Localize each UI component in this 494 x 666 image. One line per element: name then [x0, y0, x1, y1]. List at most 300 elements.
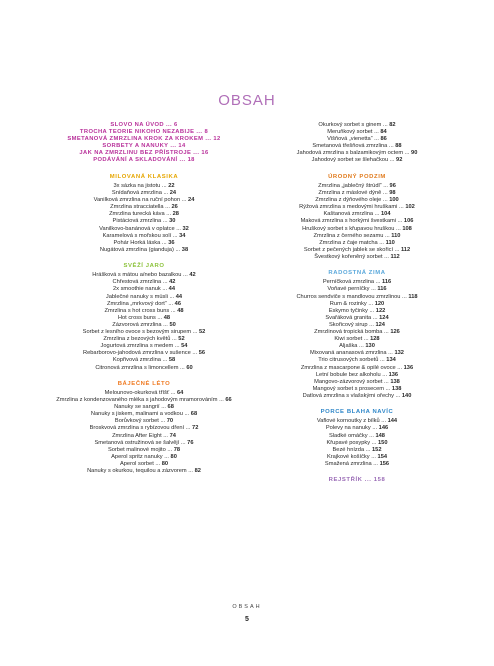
toc-entry [40, 454, 248, 461]
toc-entry [262, 197, 452, 204]
toc-entry-leader: ... [164, 211, 173, 218]
running-footer: OBSAH [232, 604, 262, 610]
toc-entry-title: Smetanová ostružinová se šalvějí [94, 439, 180, 446]
toc-entry-leader: ... [161, 190, 170, 197]
toc-entry-page: 96 [389, 182, 396, 189]
section-podzim [262, 174, 452, 261]
toc-entry [40, 218, 248, 225]
toc-entry-page: 112 [390, 253, 400, 260]
toc-entry-title: Zmrzlina stracciatella [110, 204, 164, 211]
toc-entry-title: Zmrzlina z čaje matcha [319, 239, 378, 246]
toc-entry-page: 52 [199, 329, 206, 336]
toc-entry-leader: ... [153, 460, 162, 467]
toc-entry [262, 233, 452, 240]
toc-entry-title: Perníčková zmrzlina [322, 279, 375, 286]
toc-entry-title: Zmrzlinová tropická bomba [314, 329, 383, 336]
section-rejstrik [262, 477, 452, 484]
toc-entry-page: 32 [182, 225, 189, 232]
toc-entry-title: Churros sendviče s mandlovou zmrzlinou [296, 293, 401, 300]
toc-entry-title: Hrášková s mátou a/nebo bazalkou [92, 272, 182, 279]
toc-entry-title: Voňavé perníčky [327, 286, 370, 293]
toc-entry-page: 22 [168, 182, 175, 189]
toc-entry-title: Mangovo-zázvorový sorbet [314, 378, 383, 385]
toc-entry-leader: ... [161, 279, 170, 286]
toc-entry-title: Mixovaná ananasová zmrzlina [310, 350, 387, 357]
toc-entry [262, 425, 452, 432]
toc-entry [40, 397, 248, 404]
section-heading-klasika: MILOVANÁ KLASIKA [109, 173, 179, 180]
toc-entry-leader: ... [179, 439, 188, 446]
toc-entry-title: Krajkové košíčky [326, 453, 370, 460]
toc-entry-leader: ... [180, 197, 189, 204]
toc-entry-page: 140 [401, 392, 412, 399]
toc-entry [40, 440, 248, 447]
toc-entry-title: Vanilková zmrzlina na ruční pohon [93, 197, 181, 204]
list-leto-continued [262, 122, 452, 165]
toc-entry-leader: ... [395, 364, 404, 371]
toc-entry [262, 204, 452, 211]
section-zima [262, 270, 452, 400]
toc-entry-page: 122 [375, 307, 386, 314]
toc-entry-page: 102 [405, 204, 415, 211]
toc-entry-leader: ... [174, 225, 183, 232]
toc-entry-title: Jahodový sorbet se šlehačkou [311, 157, 389, 164]
toc-entry [262, 461, 452, 468]
toc-entry-title: Zmrzlina „jablečný štrúdl“ [318, 182, 382, 189]
toc-entry-page: 132 [394, 350, 404, 357]
toc-entry [40, 390, 248, 397]
toc-entry-title: Zmrzlina z bezových květů [103, 336, 171, 343]
toc-entry-page: 80 [170, 453, 177, 460]
toc-entry-page: 48 [163, 314, 171, 321]
toc-entry-title: Křupavé posypky [326, 439, 371, 446]
toc-entry [262, 418, 452, 425]
toc-entry-leader: ... [177, 157, 188, 164]
toc-entry-page: 66 [225, 397, 232, 404]
toc-entry-page: 116 [377, 286, 387, 293]
toc-entry [40, 294, 248, 301]
list-leto [40, 390, 248, 475]
toc-entry-page: 82 [194, 468, 201, 475]
toc-entry-page: 136 [403, 364, 414, 371]
section-leto-continued [262, 122, 452, 165]
toc-entry-page: 80 [161, 460, 169, 467]
toc-entry [262, 254, 452, 261]
toc-entry-title: Rum & rozinky [329, 300, 367, 307]
toc-entry-page: 146 [378, 425, 389, 432]
toc-entry-leader: ... [374, 279, 382, 286]
toc-entry-leader: ... [372, 129, 381, 136]
toc-right-column [262, 122, 452, 493]
toc-entry-page: 18 [187, 157, 195, 164]
toc-entry-leader: ... [167, 293, 176, 300]
toc-entry-page: 70 [166, 418, 174, 425]
toc-entry-title: Nugátová zmrzlina (gianduja) [99, 246, 174, 253]
toc-entry-leader: ... [371, 460, 380, 467]
toc-entry-leader: ... [186, 468, 195, 475]
toc-entry [262, 433, 452, 440]
toc-entry-page: 84 [380, 129, 387, 136]
toc-entry-page: 148 [375, 432, 385, 439]
toc-entry [262, 136, 452, 143]
toc-entry [40, 197, 248, 204]
toc-entry-title: Sorbet z pečených jablek se skořicí [303, 246, 394, 253]
toc-entry-title: Okurkový sorbet s ginem [318, 122, 382, 128]
toc-entry-title: Sladké omáčky [329, 432, 368, 439]
toc-entry [262, 190, 452, 197]
toc-entry-title: Karamelová s mořskou solí [102, 232, 172, 239]
toc-entry-page: 38 [181, 246, 189, 253]
toc-entry-page: 104 [381, 211, 391, 218]
toc-entry-title: Chřestová zmrzlina [112, 279, 162, 286]
toc-entry-page: 64 [177, 389, 184, 396]
toc-entry-page: 92 [396, 157, 403, 164]
toc-entry-page: 12 [213, 136, 221, 143]
toc-entry-page: 98 [389, 190, 396, 197]
toc-entry [262, 447, 452, 454]
toc-entry-page: 110 [391, 232, 401, 239]
toc-entry [40, 190, 248, 197]
toc-entry-page: 130 [365, 343, 375, 350]
toc-entry-leader: ... [388, 157, 397, 164]
toc-entry [40, 157, 248, 164]
rejstrik-leader: ... [362, 477, 374, 484]
toc-entry-leader: ... [161, 321, 170, 328]
toc-entry-page: 8 [204, 129, 209, 136]
toc-entry-page: 90 [411, 150, 418, 157]
toc-entry-page: 106 [403, 218, 414, 225]
toc-entry-title: Zmrzlina z dýňového oleje [315, 197, 382, 204]
toc-entry-page: 116 [381, 279, 392, 286]
toc-entry [40, 272, 248, 279]
toc-entry-page: 44 [175, 293, 183, 300]
toc-entry-page: 110 [385, 239, 395, 246]
toc-entry-page: 138 [391, 385, 402, 392]
toc-entry-leader: ... [381, 190, 390, 197]
toc-entry-leader: ... [394, 225, 403, 232]
toc-entry-leader: ... [367, 432, 376, 439]
toc-entry-leader: ... [181, 272, 190, 279]
toc-entry [262, 122, 452, 129]
toc-entry-leader: ... [387, 143, 396, 150]
toc-entry-title: Datlová zmrzlina s vlašskými ořechy [302, 392, 394, 399]
section-jaro [40, 263, 248, 372]
toc-entry [40, 365, 248, 372]
list-jaro [40, 272, 248, 371]
toc-entry-leader: ... [370, 425, 379, 432]
toc-entry-leader: ... [372, 136, 381, 143]
toc-entry [40, 308, 248, 315]
toc-entry [40, 322, 248, 329]
toc-entry-leader: ... [203, 136, 214, 143]
section-heading-navic: PORCE BLAHA NAVÍC [320, 408, 394, 415]
toc-entry [40, 404, 248, 411]
toc-entry-title: Sorbet malinové mojito [107, 446, 166, 453]
toc-entry-title: Maková zmrzlina s horkými švestkami [300, 218, 397, 225]
toc-entry-title: Zmrzlina turecká káva [109, 211, 165, 218]
toc-entry-leader: ... [171, 232, 180, 239]
toc-entry-leader: ... [367, 307, 376, 314]
toc-entry [40, 122, 248, 129]
toc-entry [262, 211, 452, 218]
intro-section [40, 122, 248, 165]
toc-entry-leader: ... [168, 143, 179, 150]
toc-entry-page: 50 [169, 321, 176, 328]
toc-entry [40, 204, 248, 211]
toc-entry-leader: ... [369, 286, 378, 293]
toc-entry-leader: ... [160, 182, 169, 189]
toc-entry-title: 2x smoothie nanuk [113, 286, 161, 293]
toc-entry-leader: ... [400, 293, 409, 300]
toc-entry-page: 48 [177, 307, 184, 314]
toc-entry-page: 124 [375, 321, 385, 328]
toc-entry [40, 425, 248, 432]
toc-entry-title: Smažená zmrzlina [324, 460, 372, 467]
toc-entry-title: Snídaňová zmrzlina [111, 190, 162, 197]
toc-entry [262, 386, 452, 393]
toc-entry [40, 343, 248, 350]
toc-entry-title: Zmrzlina z mascarpone & opilé ovoce [300, 364, 396, 371]
toc-entry-leader: ... [384, 385, 392, 392]
toc-entry-page: 152 [372, 446, 382, 453]
toc-entry-title: Sorbet z lesního ovoce s bezovým sirupem [82, 329, 192, 336]
toc-entry-title: Kaštanová zmrzlina [323, 211, 374, 218]
toc-entry-leader: ... [396, 218, 404, 225]
toc-entry-leader: ... [364, 446, 373, 453]
toc-entry-title: Smetanová třešňová zmrzlina [312, 143, 388, 150]
toc-entry-title: Zázvorová zmrzlina [112, 321, 162, 328]
page-title: OBSAH [218, 92, 276, 109]
toc-entry [40, 247, 248, 254]
toc-entry-title: Trio citrusových sorbetů [318, 357, 379, 364]
toc-entry-page: 154 [377, 453, 388, 460]
toc-entry-page: 58 [168, 357, 176, 364]
toc-entry [262, 218, 452, 225]
toc-entry-leader: ... [357, 343, 366, 350]
toc-entry-leader: ... [173, 343, 182, 350]
toc-entry-leader: ... [161, 432, 170, 439]
page-number: 5 [245, 616, 249, 623]
toc-entry-leader: ... [160, 357, 169, 364]
toc-entry [262, 129, 452, 136]
toc-entry-leader: ... [190, 350, 199, 357]
toc-entry [262, 336, 452, 343]
toc-entry-leader: ... [191, 150, 202, 157]
toc-entry-leader: ... [159, 404, 168, 411]
toc-entry-title: Polevy na nanuky [325, 425, 371, 432]
toc-entry-page: 68 [167, 404, 174, 411]
toc-entry-page: 60 [186, 364, 193, 371]
toc-entry-title: PODÁVÁNÍ A SKLADOVÁNÍ [93, 157, 178, 164]
toc-entry [262, 322, 452, 329]
toc-entry [262, 343, 452, 350]
toc-entry-title: Zmrzlina z kondenzovaného mléka s jahodovým mramorováním [56, 397, 218, 404]
toc-entry-page: 36 [168, 239, 175, 246]
toc-entry [262, 286, 452, 293]
toc-entry [262, 294, 452, 301]
toc-entry-leader: ... [160, 239, 169, 246]
toc-entry-page: 14 [178, 143, 186, 150]
rejstrik-label: REJSTŘÍK [328, 477, 363, 484]
toc-entry [262, 308, 452, 315]
toc-entry [262, 379, 452, 386]
toc-entry-page: 150 [378, 439, 388, 446]
toc-entry-page: 52 [178, 336, 185, 343]
toc-entry-leader: ... [362, 336, 371, 343]
toc-entry-leader: ... [169, 307, 178, 314]
toc-entry-title: Zmrzlina After Eight [112, 432, 162, 439]
toc-entry-leader: ... [163, 204, 172, 211]
toc-entry-title: Aperol spritz nanuky [111, 453, 163, 460]
toc-entry-page: 134 [386, 357, 396, 364]
toc-entry-title: 3x sázka na jistotu [113, 182, 161, 189]
toc-entry-page: 82 [389, 122, 396, 128]
toc-entry-leader: ... [373, 211, 382, 218]
toc-entry [262, 240, 452, 247]
toc-entry-title: Hot cross buns [117, 314, 156, 321]
toc-entry-title: Citronová zmrzlina s limoncellem [95, 364, 179, 371]
toc-entry-page: 156 [379, 460, 390, 467]
toc-entry-leader: ... [191, 329, 199, 336]
toc-entry-title: Vanilkovo-banánová v oplatce [99, 225, 175, 232]
toc-entry-leader: ... [370, 439, 379, 446]
toc-entry-title: Rýžová zmrzlina s medovými hruškami [299, 204, 398, 211]
toc-entry-leader: ... [382, 378, 391, 385]
toc-entry-page: 30 [169, 218, 176, 225]
toc-entry-page: 88 [395, 143, 402, 150]
list-navic [262, 418, 452, 468]
toc-entry-title: Melounovo-okurková tříšť [104, 389, 170, 396]
toc-entry-title: Mangový sorbet s prosecem [312, 385, 385, 392]
toc-entry [40, 226, 248, 233]
toc-entry-page: 42 [169, 279, 176, 286]
toc-entry [40, 468, 248, 475]
toc-entry-title: Meruňkový sorbet [327, 129, 373, 136]
toc-entry-leader: ... [383, 232, 392, 239]
toc-entry [40, 240, 248, 247]
toc-entry [40, 418, 248, 425]
toc-entry [40, 315, 248, 322]
toc-entry-leader: ... [165, 446, 174, 453]
toc-entry-page: 86 [380, 136, 387, 143]
toc-entry [40, 279, 248, 286]
toc-entry-page: 44 [168, 286, 175, 293]
toc-entry [40, 233, 248, 240]
toc-entry [262, 226, 452, 233]
toc-entry-leader: ... [163, 122, 175, 128]
toc-entry-leader: ... [169, 389, 177, 396]
toc-entry-page: 54 [181, 343, 188, 350]
toc-entry-title: Eskymo tyčinky [328, 307, 368, 314]
toc-entry [262, 143, 452, 150]
toc-entry-page: 126 [390, 329, 400, 336]
toc-entry-page: 42 [189, 272, 196, 279]
toc-entry-page: 76 [187, 439, 194, 446]
toc-entry [40, 350, 248, 357]
toc-entry [40, 461, 248, 468]
toc-entry [262, 365, 452, 372]
toc-entry [40, 136, 248, 143]
toc-entry-page: 108 [402, 225, 412, 232]
toc-entry-title: Pohár Horká láska [113, 239, 161, 246]
toc-entry-title: Aperol sorbet [119, 460, 154, 467]
toc-entry [262, 150, 452, 157]
toc-entry-title: Svařáková granita [325, 314, 372, 321]
toc-entry-title: Kiwi sorbet [334, 336, 363, 343]
toc-entry-title: Zmrzlina s hot cross buns [104, 307, 170, 314]
toc-entry [262, 357, 452, 364]
toc-entry-title: Vaflové kornoutky z bílků [316, 418, 380, 425]
toc-entry-leader: ... [367, 321, 376, 328]
toc-entry-leader: ... [194, 129, 205, 136]
toc-entry [262, 329, 452, 336]
list-zima [262, 279, 452, 400]
toc-entry-leader: ... [381, 122, 390, 128]
toc-entry-leader: ... [369, 453, 378, 460]
toc-entry-page: 136 [388, 371, 399, 378]
toc-entry-page: 138 [390, 378, 400, 385]
rejstrik-entry [262, 477, 452, 484]
toc-entry-title: Borůvkový sorbet [114, 418, 159, 425]
toc-entry-title: JAK NA ZMRZLINU BEZ PŘÍSTROJE [79, 150, 192, 157]
toc-entry-leader: ... [381, 182, 390, 189]
section-heading-jaro: SVĚŽÍ JARO [123, 262, 165, 269]
toc-entry-title: Nanuky se sangrií [114, 404, 160, 411]
toc-entry-title: Letní bobule bez alkoholu [315, 371, 381, 378]
toc-entry-page: 6 [174, 122, 178, 128]
toc-entry-leader: ... [377, 239, 386, 246]
toc-entry [262, 247, 452, 254]
toc-entry-leader: ... [382, 329, 391, 336]
toc-entry-title: SLOVO NA ÚVOD [110, 122, 164, 128]
toc-entry-leader: ... [403, 150, 412, 157]
toc-entry [40, 357, 248, 364]
toc-entry [262, 315, 452, 322]
toc-entry-leader: ... [371, 314, 380, 321]
toc-entry [262, 393, 452, 400]
toc-entry-title: Višňová „vienetta“ [327, 136, 373, 143]
section-navic [262, 409, 452, 468]
toc-entry-title: Jahodová zmrzlina s balzamikovým octem [296, 150, 404, 157]
toc-entry-title: Zmrzlina z černého sezamu [313, 232, 384, 239]
section-heading-leto: BÁJEČNÉ LÉTO [117, 380, 171, 387]
toc-entry-title: Švestkový kořeněný sorbet [314, 253, 383, 260]
toc-entry [262, 183, 452, 190]
toc-entry [262, 157, 452, 164]
toc-entry-page: 78 [173, 446, 181, 453]
toc-entry-page: 68 [190, 411, 198, 418]
toc-entry-title: SORBETY A NANUKY [102, 143, 169, 150]
toc-entry-page: 26 [171, 204, 178, 211]
toc-entry-page: 128 [370, 336, 380, 343]
toc-entry-page: 24 [169, 190, 177, 197]
toc-entry-leader: ... [379, 418, 388, 425]
toc-entry-title: TROCHA TEORIE NIKOHO NEZABIJE [79, 129, 195, 136]
toc-entry-leader: ... [393, 246, 401, 253]
toc-entry [40, 211, 248, 218]
toc-entry-leader: ... [366, 300, 375, 307]
toc-entry-page: 118 [408, 293, 418, 300]
toc-entry-page: 16 [201, 150, 209, 157]
toc-entry [262, 372, 452, 379]
toc-entry-page: 28 [172, 211, 179, 218]
toc-entry [262, 454, 452, 461]
toc-entry-title: Nanuky s okurkou, tequilou a zázvorem [87, 468, 187, 475]
toc-entry-page: 34 [179, 232, 186, 239]
list-podzim [262, 183, 452, 261]
toc-entry-leader: ... [160, 286, 169, 293]
toc-entry-leader: ... [166, 300, 175, 307]
